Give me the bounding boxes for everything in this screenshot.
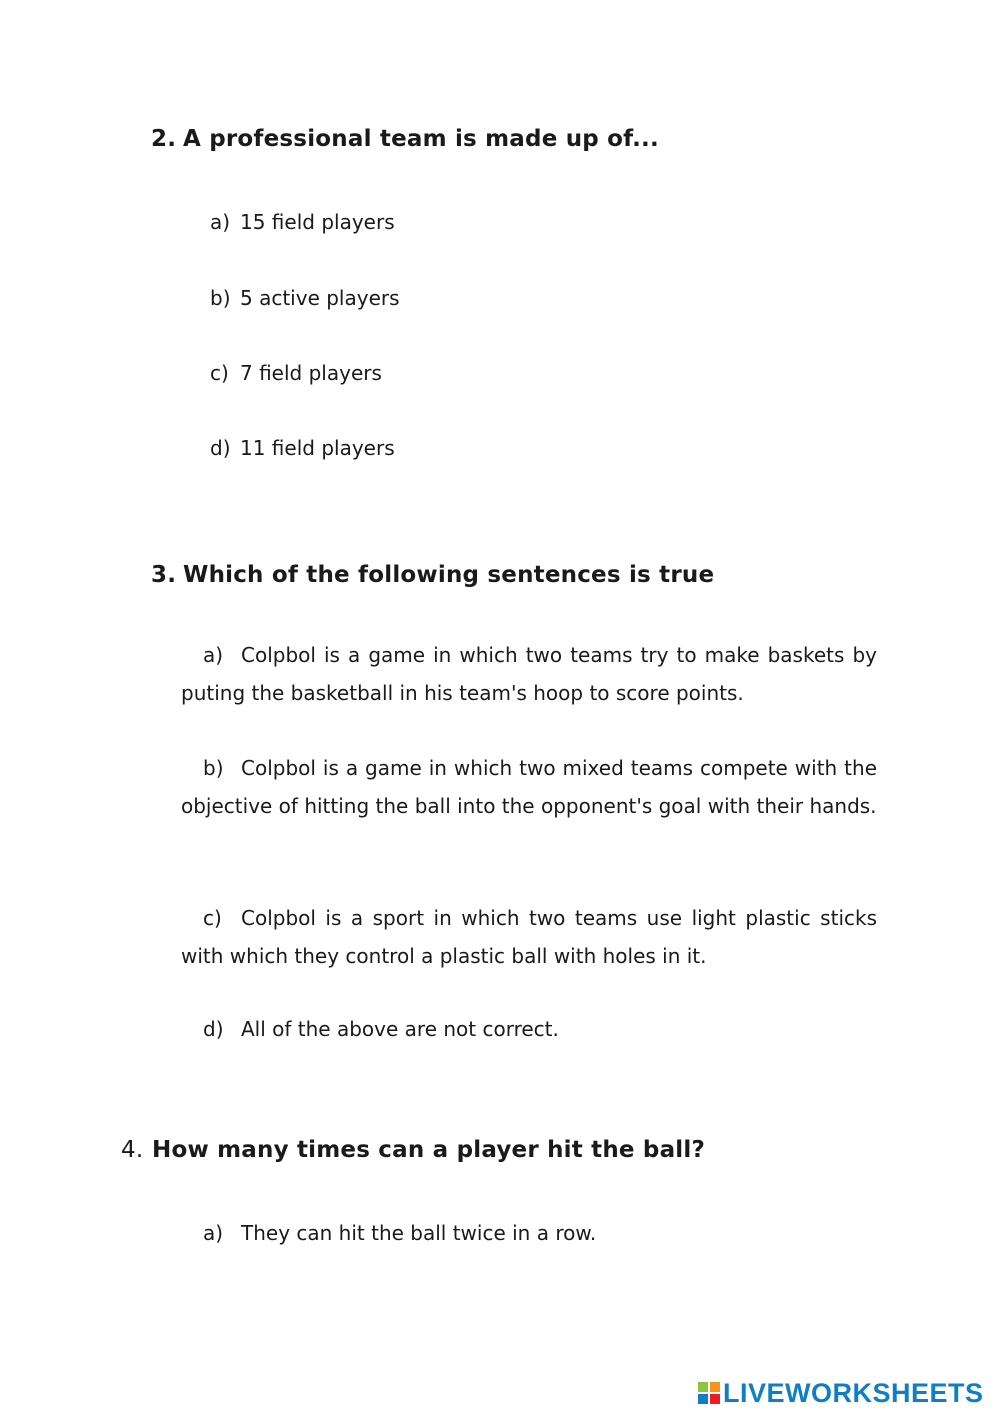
question-2-title xyxy=(151,126,659,152)
question-2-option-c[interactable] xyxy=(210,361,382,385)
option-label: d) xyxy=(203,1017,224,1041)
option-label: d) xyxy=(210,436,231,460)
option-text: 15 field players xyxy=(240,210,395,234)
option-label: a) xyxy=(210,210,231,234)
option-label: c) xyxy=(210,361,229,385)
option-label: c) xyxy=(203,906,222,930)
option-text: 11 field players xyxy=(240,436,395,460)
question-3-option-d[interactable] xyxy=(203,1017,559,1041)
option-label: b) xyxy=(203,756,224,780)
question-text: Which of the following sentences is true xyxy=(183,562,715,588)
option-label: b) xyxy=(210,286,231,310)
option-label: a) xyxy=(203,643,224,667)
option-text: Colpbol is a game in which two teams try to make baskets by puting the basketball in his team's hoop to score points. xyxy=(181,643,877,705)
question-4-option-a[interactable] xyxy=(203,1221,596,1245)
question-3-option-c[interactable] xyxy=(181,900,877,975)
question-4-title xyxy=(121,1137,705,1163)
question-2-option-b[interactable] xyxy=(210,286,400,310)
option-text: All of the above are not correct. xyxy=(241,1017,559,1041)
liveworksheets-logo-icon xyxy=(697,1381,721,1405)
question-3-title xyxy=(151,562,714,588)
option-text: Colpbol is a game in which two mixed teams compete with the objective of hitting the ball into the opponent's goal with their hands. xyxy=(181,756,877,818)
option-text: Colpbol is a sport in which two teams use light plastic sticks with which they control a plastic ball with holes in it. xyxy=(181,906,877,968)
option-text: 7 field players xyxy=(240,361,382,385)
liveworksheets-logo[interactable] xyxy=(697,1378,984,1408)
question-2-option-a[interactable] xyxy=(210,210,395,234)
question-number: 2. xyxy=(151,126,177,152)
option-label: a) xyxy=(203,1221,224,1245)
option-text: 5 active players xyxy=(240,286,400,310)
brand-name: LIVEWORKSHEETS xyxy=(723,1377,984,1408)
question-3-option-b[interactable] xyxy=(181,750,877,825)
question-number: 4. xyxy=(121,1137,144,1163)
question-2-option-d[interactable] xyxy=(210,436,395,460)
option-text: They can hit the ball twice in a row. xyxy=(241,1221,597,1245)
question-text: How many times can a player hit the ball? xyxy=(152,1137,706,1163)
question-text: A professional team is made up of... xyxy=(183,126,659,152)
question-3-option-a[interactable] xyxy=(181,637,877,712)
question-number: 3. xyxy=(151,562,177,588)
